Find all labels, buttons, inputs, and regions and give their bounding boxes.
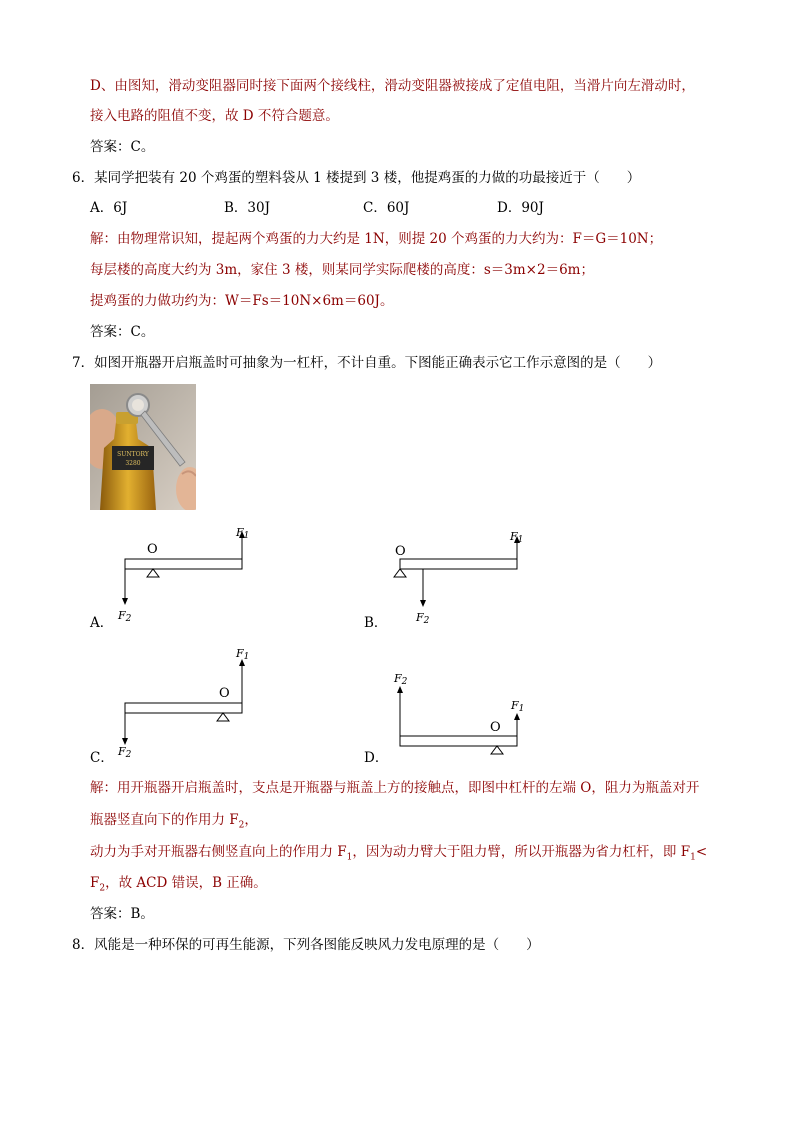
- svg-text:F2: [117, 609, 132, 624]
- q7-option-a: A．: [90, 615, 114, 631]
- pivot-label-c: O: [219, 686, 230, 701]
- f1-label-d: F: [511, 699, 519, 712]
- svg-text:F1: [510, 699, 524, 714]
- f1-sub-a: 1: [243, 531, 250, 541]
- question-8: 8．风能是一种环保的可再生能源，下列各图能反映风力发电原理的是（ ）: [72, 937, 540, 953]
- photo-label-2: 3280: [125, 460, 141, 467]
- q6-option-b: B．30J: [224, 200, 271, 216]
- answer-5: 答案：C。: [90, 139, 155, 155]
- q6-option-d: D．90J: [497, 200, 544, 216]
- f2-label-d: F: [394, 672, 402, 685]
- svg-text:F2: [117, 745, 132, 760]
- solution-7-line1: 解：用开瓶器开启瓶盖时，支点是开瓶器与瓶盖上方的接触点，即图中杠杆的左端 O，阻力为瓶盖对开: [90, 780, 700, 796]
- f1-sub-c: 1: [243, 652, 250, 662]
- svg-text:F2: [415, 611, 430, 626]
- pivot-label-a: O: [147, 542, 158, 557]
- q6-option-a: A．6J: [90, 200, 128, 216]
- answer-6: 答案：C。: [90, 324, 155, 340]
- question-6: 6．某同学把装有 20 个鸡蛋的塑料袋从 1 楼提到 3 楼，他提鸡蛋的力做的功最接近于（ ）: [72, 170, 641, 186]
- solution-7-line3: 动力为手对开瓶器右侧竖直向上的作用力 $F_1$，因为动力臂大于阻力臂，所以开瓶器为省力杠杆，即 $F_1<$: [90, 844, 708, 863]
- pivot-label-b: O: [395, 544, 406, 559]
- f2-sub-a: 2: [125, 614, 132, 624]
- question-7: 7．如图开瓶器开启瓶盖时可抽象为一杠杆，不计自重。下图能正确表示它工作示意图的是（ ）: [72, 355, 662, 371]
- solution-6-line3: 提鸡蛋的力做功约为：W＝Fs＝10N×6m＝60J。: [90, 293, 394, 309]
- f2-label-a: F: [118, 609, 126, 622]
- bottle-opener-photo: [90, 384, 196, 510]
- pivot-label-d: O: [490, 720, 501, 735]
- svg-text:F2: [393, 672, 408, 687]
- solution-7-line2: 瓶器竖直向下的作用力 $F_2$，: [90, 812, 258, 831]
- svg-text:F1: [509, 530, 523, 545]
- f2-label-b: F: [416, 611, 424, 624]
- f2-sub-d: 2: [401, 677, 408, 687]
- f1-label-a: F: [236, 526, 244, 539]
- svg-text:F1: [235, 526, 249, 541]
- f1-label-b: F: [510, 530, 518, 543]
- solution-5-d-line2: 接入电路的阻值不变，故 D 不符合题意。: [90, 108, 339, 124]
- answer-7: 答案：B。: [90, 906, 154, 922]
- q7-option-b: B．: [364, 615, 388, 631]
- solution-6-line1: 解：由物理常识知，提起两个鸡蛋的力大约是 1N，则提 20 个鸡蛋的力大约为：F＝G＝10N；: [90, 231, 663, 247]
- lever-diagram-d: [390, 668, 540, 768]
- solution-7-line4: $F_2$，故 ACD 错误，B 正确。: [90, 875, 267, 894]
- solution-6-line2: 每层楼的高度大约为 3m，家住 3 楼，则某同学实际爬楼的高度：s＝3m×2＝6m；: [90, 262, 594, 278]
- f2-sub-b: 2: [423, 616, 430, 626]
- lever-diagram-b: [390, 528, 540, 628]
- svg-text:F1: [235, 647, 249, 662]
- photo-label: SUNTORY: [117, 451, 149, 458]
- lever-diagram-c: [115, 642, 265, 762]
- f2-sub-c: 2: [125, 750, 132, 760]
- lever-diagram-a: [115, 524, 265, 624]
- q7-option-c: C．: [90, 750, 114, 766]
- solution-5-d-line1: D、由图知，滑动变阻器同时接下面两个接线柱，滑动变阻器被接成了定值电阻，当滑片向左滑动时，: [90, 78, 695, 94]
- f1-label-c: F: [236, 647, 244, 660]
- f1-sub-d: 1: [518, 704, 525, 714]
- f1-sub-b: 1: [517, 535, 524, 545]
- q6-option-c: C．60J: [363, 200, 410, 216]
- f2-label-c: F: [118, 745, 126, 758]
- q7-option-d: D．: [364, 750, 389, 766]
